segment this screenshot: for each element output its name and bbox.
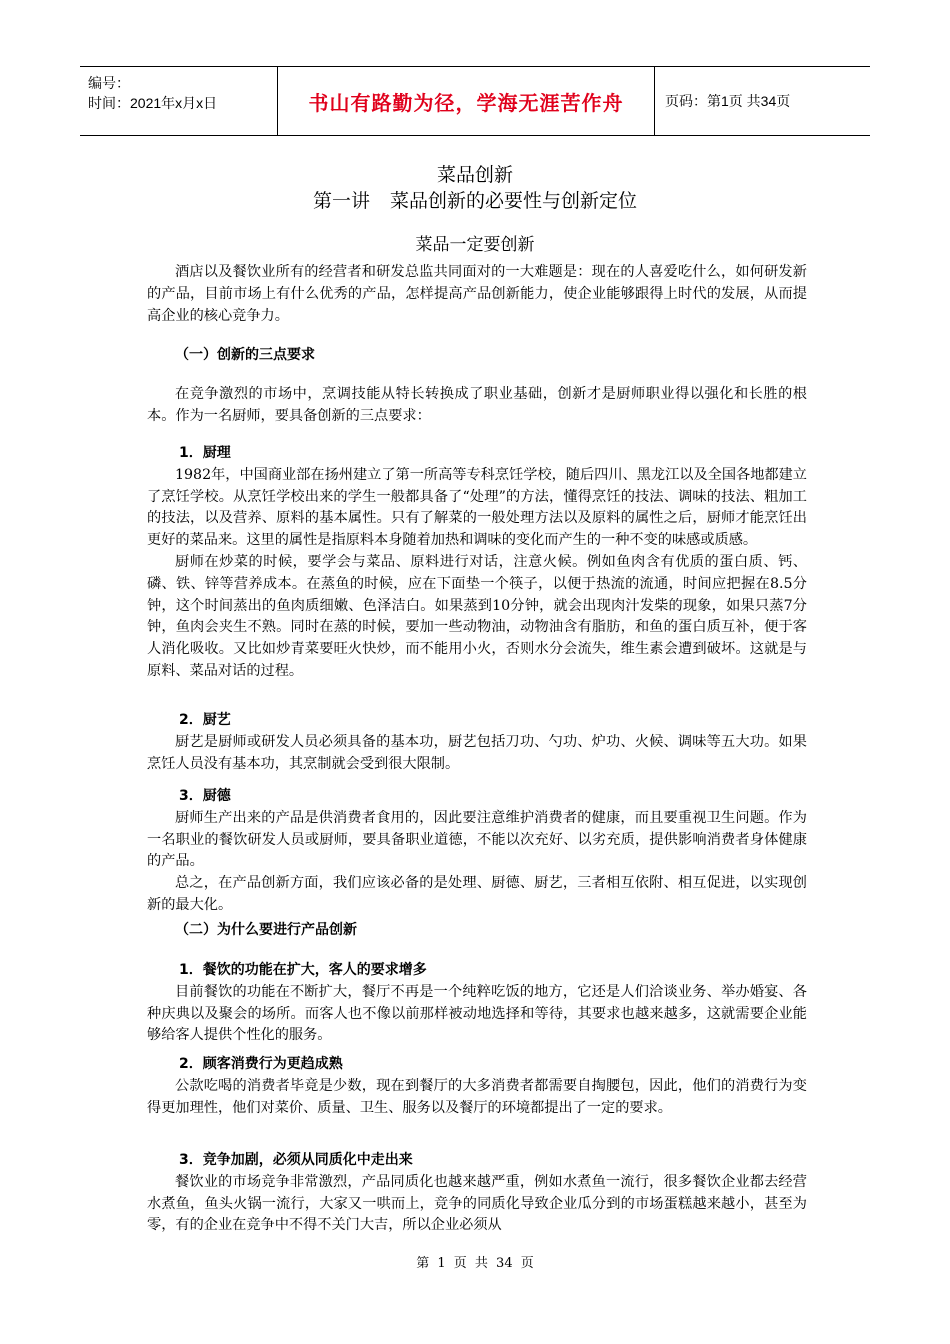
chuli-block <box>147 443 807 683</box>
paragraph-reason2: 公款吃喝的消费者毕竟是少数，现在到餐厅的大多消费者都需要自掏腰包，因此，他们的消费行为变得更加理性，他们对菜价、质量、卫生、服务以及餐厅的环境都提出了一定的要求。 <box>147 1077 807 1116</box>
header-page-info: 页码：第1页 共34页 <box>665 93 791 109</box>
paragraph-chuyi: 厨艺是厨师或研发人员必须具备的基本功，厨艺包括刀功、勺功、炉功、火候、调味等五大功。如果烹饪人员没有基本功，其烹制就会受到很大限制。 <box>147 733 807 772</box>
paragraph-reason3: 餐饮业的市场竞争非常激烈，产品同质化也越来越严重，例如水煮鱼一流行，很多餐饮企业都去经营水煮鱼，鱼头火锅一流行，大家又一哄而上，竞争的同质化导致企业瓜分到的市场蛋糕越来越小，甚至为零，有的企业在竞争中不得不关门大吉，所以企业必须从 <box>147 1173 807 1234</box>
intro-block <box>147 262 807 327</box>
paragraph-intro: 酒店以及餐饮业所有的经营者和研发总监共同面对的一大难题是：现在的人喜爱吃什么，如何研发新的产品，目前市场上有什么优秀的产品，怎样提高产品创新能力，使企业能够跟得上时代的发展，从而提高企业的核心竞争力。 <box>147 264 807 324</box>
chuyi-block <box>147 710 807 775</box>
paragraph-part1: 在竞争激烈的市场中，烹调技能从特长转换成了职业基础，创新才是厨师职业得以强化和长胜的根本。作为一名厨师，要具备创新的三点要求： <box>147 386 807 424</box>
section-title: 菜品一定要创新 <box>415 235 535 255</box>
header-motto: 书山有路勤为径，学海无涯苦作舟 <box>308 92 624 115</box>
heading-part2: （二）为什么要进行产品创新 <box>175 922 357 938</box>
number-label: 编号： <box>88 75 130 91</box>
header-table <box>80 66 870 136</box>
reason3-block <box>147 1150 807 1237</box>
part1-block <box>147 345 807 367</box>
paragraph-chuli-2: 厨师在炒菜的时候，要学会与菜品、原料进行对话，注意火候。例如鱼肉含有优质的蛋白质、钙、磷、铁、锌等营养成本。在蒸鱼的时候，应在下面垫一个筷子，以便于热流的流通，时间应把握在8.5分钟，这个时间蒸出的鱼肉质细嫩、色泽洁白。如果蒸到10分钟，就会出现肉汁发柴的现象，如果只蒸7分钟，鱼肉会夹生不熟。同时在蒸的时候，要加一些动物油，动物油含有脂肪，和鱼的蛋白质互补，便于客人消化吸收。又比如炒青菜要旺火快炒，而不能用小火，否则水分会流失，维生素会遭到破坏。这就是与原料、菜品对话的过程。 <box>147 553 807 679</box>
part2-block <box>147 920 807 942</box>
paragraph-chuli-1: 1982年，中国商业部在扬州建立了第一所高等专科烹饪学校，随后四川、黑龙江以及全国各地都建立了烹饪学校。从烹饪学校出来的学生一般都具备了“处理”的方法，懂得烹饪的技法、调味的技法、粗加工的技法，以及营养、原料的基本属性。只有了解菜的一般处理方法以及原料的属性之后，厨师才能烹饪出更好的菜品来。这里的属性是指原料本身随着加热和调味的变化而产生的一种不变的味感或质感。 <box>147 466 807 549</box>
document-title: 菜品创新 <box>436 164 513 186</box>
page-footer: 第 1 页 共 34 页 <box>416 1256 534 1271</box>
heading-chuyi: 2．厨艺 <box>179 712 231 728</box>
heading-reason2: 2．顾客消费行为更趋成熟 <box>179 1056 343 1072</box>
reason2-block <box>147 1054 807 1119</box>
time-label: 时间：2021年x月x日 <box>88 95 218 111</box>
heading-chuli: 1．厨理 <box>179 445 231 461</box>
paragraph-chude-1: 厨师生产出来的产品是供消费者食用的，因此要注意维护消费者的健康，而且要重视卫生问题。作为一名职业的餐饮研发人员或厨师，要具备职业道德，不能以次充好、以劣充质，提供影响消费者身体健康的产品。 <box>147 809 807 870</box>
header-meta <box>80 67 278 135</box>
part1-intro-block <box>147 384 807 428</box>
heading-reason3: 3．竞争加剧，必须从同质化中走出来 <box>179 1152 413 1168</box>
paragraph-summary: 总之，在产品创新方面，我们应该必备的是处理、厨德、厨艺，三者相互依附、相互促进，以实现创新的最大化。 <box>147 875 807 913</box>
heading-chude: 3．厨德 <box>179 788 231 804</box>
paragraph-reason1: 目前餐饮的功能在不断扩大，餐厅不再是一个纯粹吃饭的地方，它还是人们洽谈业务、举办婚宴、各种庆典以及聚会的场所。而客人也不像以前那样被动地选择和等待，其要求也越来越多，这就需要企业能够给客人提供个性化的服务。 <box>147 983 807 1044</box>
heading-part1: （一）创新的三点要求 <box>175 347 315 363</box>
header-motto-cell <box>278 67 655 135</box>
chude-block <box>147 786 807 917</box>
lecture-title: 第一讲 菜品创新的必要性与创新定位 <box>312 190 638 212</box>
heading-reason1: 1．餐饮的功能在扩大，客人的要求增多 <box>179 962 427 978</box>
reason1-block <box>147 960 807 1047</box>
